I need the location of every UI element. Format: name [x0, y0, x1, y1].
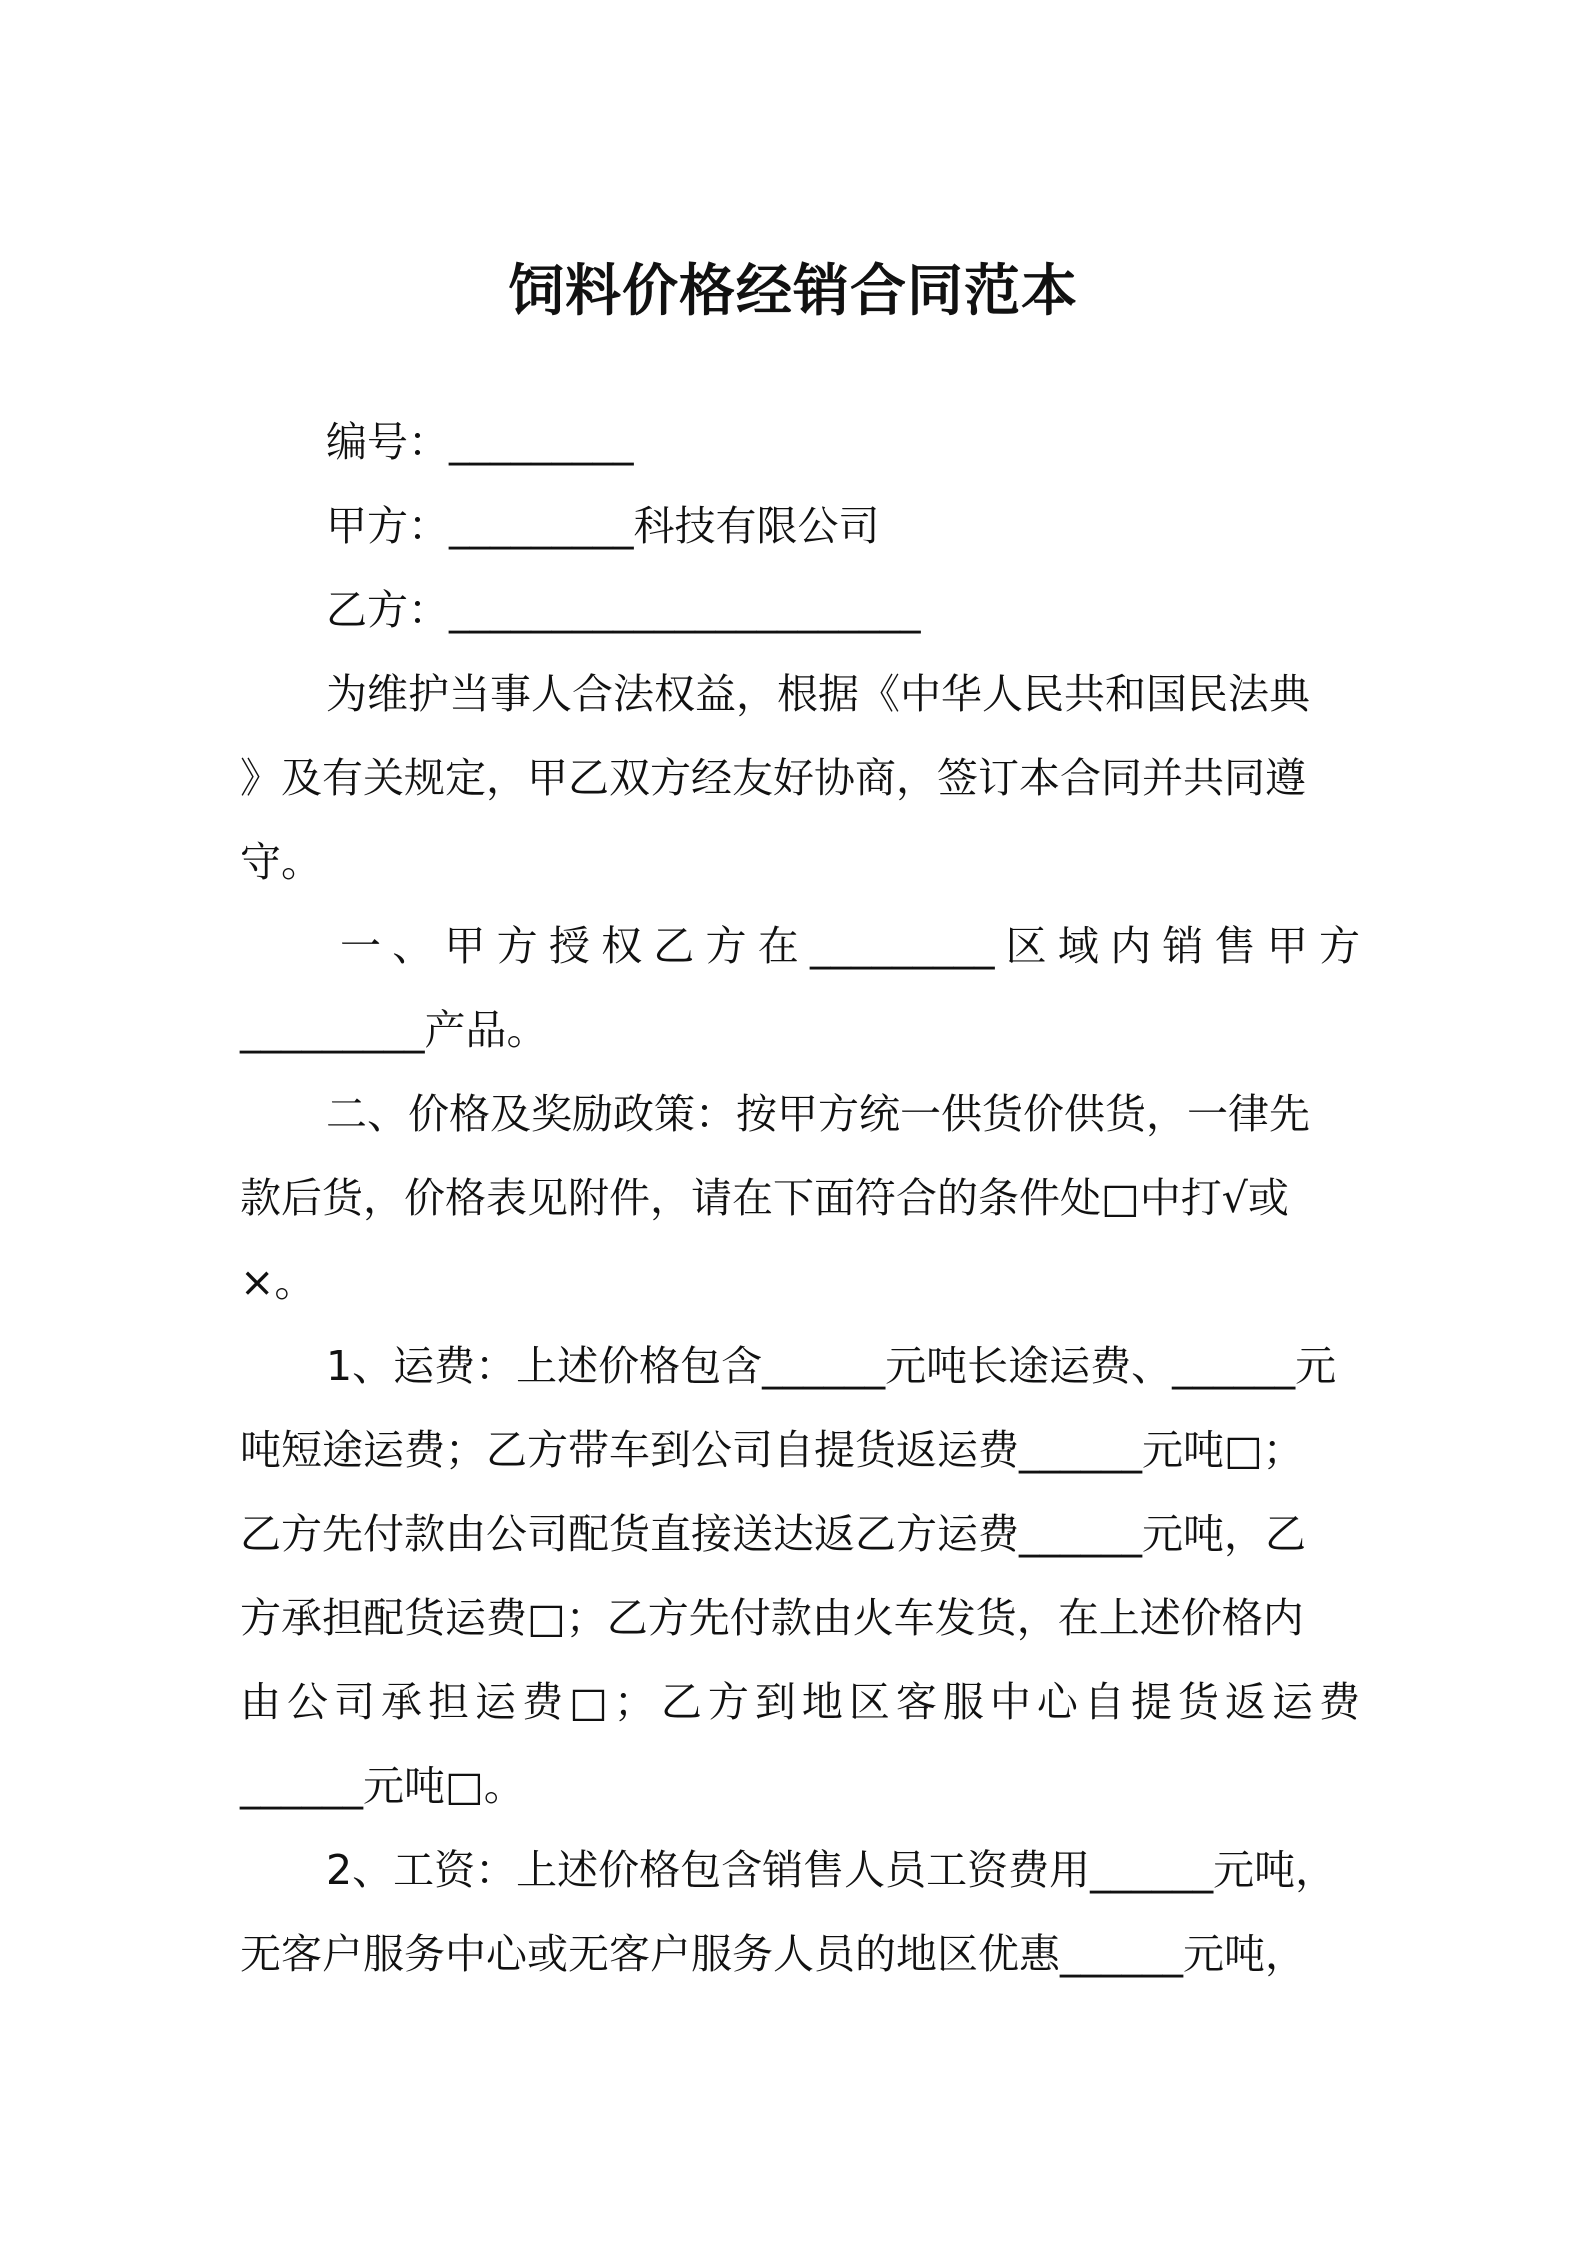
preamble-line-1: 为维护当事人合法权益，根据《中华人民共和国民法典 [326, 670, 1310, 718]
party-a-line: 甲方：_________科技有限公司 [326, 502, 880, 550]
freight-line-5: 由公司承担运费□；乙方到地区客服中心自提货返运费 [240, 1678, 1360, 1726]
clause-2-line-3: ×。 [240, 1258, 316, 1306]
clause-2-line-1: 二、价格及奖励政策：按甲方统一供货价供货，一律先 [326, 1090, 1310, 1138]
freight-line-3: 乙方先付款由公司配货直接送达返乙方运费______元吨，乙 [240, 1510, 1306, 1558]
document-body [240, 400, 1360, 1996]
preamble-line-3: 守。 [240, 838, 322, 886]
preamble-line-2: 》及有关规定，甲乙双方经友好协商，签订本合同并共同遵 [240, 754, 1306, 802]
wage-line-2: 无客户服务中心或无客户服务人员的地区优惠______元吨， [240, 1930, 1306, 1978]
freight-line-4: 方承担配货运费□；乙方先付款由火车发货，在上述价格内 [240, 1594, 1304, 1642]
document-title: 饲料价格经销合同范本 [508, 259, 1078, 324]
clause-1-line-2: _________产品。 [240, 1006, 548, 1054]
freight-line-6: ______元吨□。 [240, 1762, 525, 1810]
clause-2-line-2: 款后货，价格表见附件，请在下面符合的条件处□中打√或 [240, 1174, 1289, 1222]
wage-line-1: 2、工资：上述价格包含销售人员工资费用______元吨， [326, 1846, 1337, 1894]
freight-line-1: 1、运费：上述价格包含______元吨长途运费、______元 [326, 1342, 1337, 1390]
clause-1-line-1: 一、甲方授权乙方在_________区域内销售甲方 [340, 922, 1360, 970]
contract-number-line: 编号：_________ [326, 418, 634, 466]
party-b-line: 乙方：_______________________ [326, 586, 921, 634]
freight-line-2: 吨短途运费；乙方带车到公司自提货返运费______元吨□； [240, 1426, 1304, 1474]
